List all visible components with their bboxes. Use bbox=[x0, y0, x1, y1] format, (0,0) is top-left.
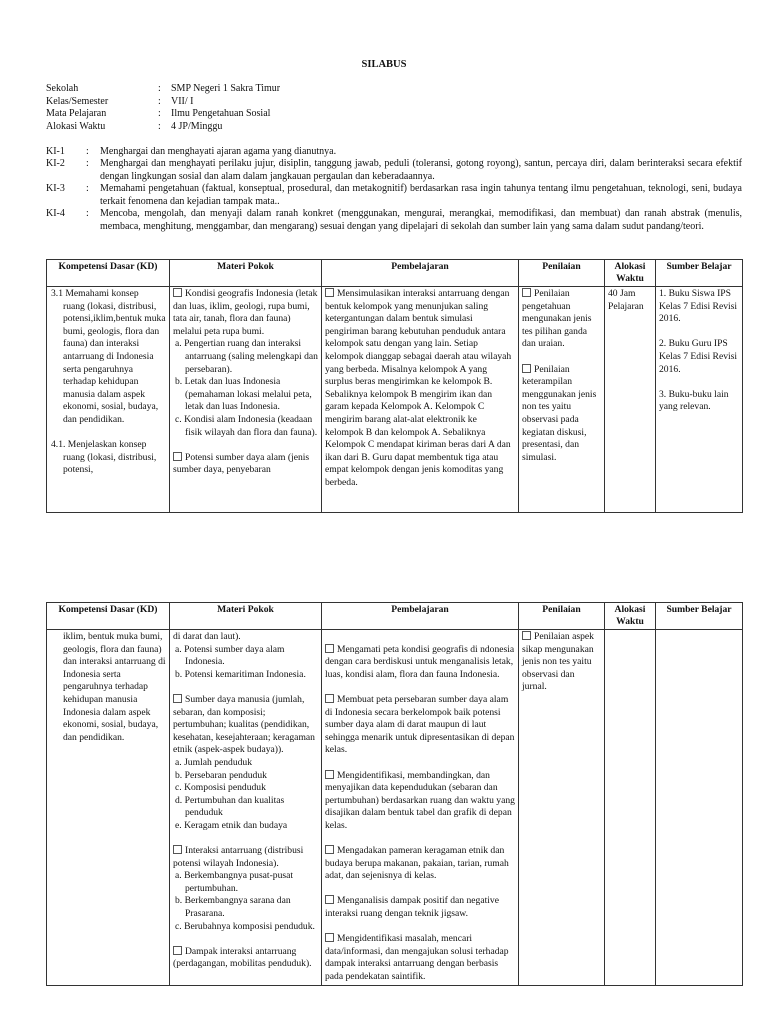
penilaian-keterampilan: Penilaian keterampilan menggunakan jenis non tes yaitu observasi pada kegiatan diskusi, presentasi, dan simulasi. bbox=[522, 363, 597, 463]
pembelajaran-item: Membuat peta persebaran sumber daya alam di Indonesia secara berkelompok baik potensi sumber daya alam di darat maupun di laut sehingga menarik untuk dipresentasikan di depan kelas. bbox=[325, 693, 515, 756]
pembelajaran-text: Mensimulasikan interaksi antarruang dengan bentuk kelompok yang menunjukan saling ketergantungan dalam bentuk simulasi pengiriman barang kebutuhan penduduk antara kelompok satu dengan yang lain. Setiap kelompok dianggap sebagai daerah atau wilayah yang berbeda. Misalnya kelompok A yang surplus beras mengirimkan ke kelompok B. Sebaliknya kelompok B mengirim ikan dan garam kepada Kelompok A. Kelompok C mengirim barang alat-alat elektronik ke kelompok B dan kelompok A. Sebaliknya Kelompok C mendapat kiriman beras dari A dan ikan dari B. Guru dapat membentuk tiga atau empat kelompok dengan jenis komoditas yang berbeda. bbox=[325, 288, 512, 488]
header-pembelajaran: Pembelajaran bbox=[322, 603, 519, 630]
list-item: c. Kondisi alam Indonesia (keadaan fisik wilayah dan flora dan fauna). bbox=[175, 413, 318, 438]
identity-value: SMP Negeri 1 Sakra Timur bbox=[171, 83, 281, 94]
alokasi-cell: 40 Jam Pelajaran bbox=[605, 287, 656, 513]
pembelajaran-item: Menganalisis dampak positif dan negative interaksi ruang dengan teknik jigsaw. bbox=[325, 895, 499, 920]
list-item: b. Persebaran penduduk bbox=[175, 769, 267, 781]
materi-intro: Kondisi geografis Indonesia (letak dan luas, iklim, geologi, rupa bumi, tata air, tanah, flora dan fauna) melalui peta rupa bumi. bbox=[173, 288, 318, 337]
header-penilaian: Penilaian bbox=[519, 603, 605, 630]
materi-dampak: Dampak interaksi antarruang (perdagangan, mobilitas penduduk). bbox=[173, 945, 312, 970]
list-item: b. Letak dan luas Indonesia (pemahaman lokasi melalui peta, letak dan luas Indonesia. bbox=[175, 376, 312, 413]
ki-3: KI-3 : Memahami pengetahuan (faktual, konseptual, prosedural, dan metakognitif) berdasarkan rasa ingin tahunya tentang ilmu pengetahuan, teknologi, seni, budaya terkait fenomena dan kejadian tampak mata.. bbox=[46, 183, 742, 207]
identity-label: Mata Pelajaran bbox=[46, 108, 107, 119]
list-item: d. Pertumbuhan dan kualitas penduduk bbox=[175, 794, 285, 819]
penilaian-pengetahuan: Penilaian pengetahuan mengunakan jenis tes pilihan ganda dan uraian. bbox=[522, 288, 592, 350]
ki-text: Menghargai dan menghayati perilaku jujur, disiplin, tanggung jawab, peduli (toleransi, gotong royong), santun, percaya diri, dalam berinteraksi secara efektif dengan lingkungan sosial dan alam dalam jangkauan pergaulan dan keberadaannya. bbox=[100, 158, 742, 182]
checkbox-icon bbox=[325, 845, 334, 854]
identity-block bbox=[46, 83, 280, 133]
ki-text: Mencoba, mengolah, dan menyaji dalam ranah konkret (menggunakan, mengurai, merangkai, memodifikasi, dan membuat) dan ranah abstrak (menulis, membaca, menghitung, menggambar, dan mengarang) sesuai dengan yang dipelajari di sekolah dan sumber lain yang sama dalam sudut pandang/teori. bbox=[100, 208, 742, 232]
list-item: b. Berkembangnya sarana dan Prasarana. bbox=[175, 895, 291, 920]
checkbox-icon bbox=[522, 364, 531, 373]
materi-interaksi: Interaksi antarruang (distribusi potensi wilayah Indonesia). bbox=[173, 845, 304, 869]
pembelajaran-item: Mengidentifikasi masalah, mencari data/informasi, dan mengajukan solusi terhadap dampak interaksi antarruang dengan berbasis pada pendekatan saintifik. bbox=[325, 933, 509, 983]
ki-code: KI-4 bbox=[46, 208, 65, 219]
materi-cell bbox=[170, 630, 322, 986]
list-item: c. Komposisi penduduk bbox=[175, 782, 266, 794]
checkbox-icon bbox=[325, 933, 334, 942]
ki-code: KI-1 bbox=[46, 146, 65, 157]
checkbox-icon bbox=[325, 895, 334, 904]
checkbox-icon bbox=[325, 288, 334, 297]
table-header-row bbox=[47, 603, 743, 630]
checkbox-icon bbox=[173, 288, 182, 297]
sumber-item: 2. Buku Guru IPS Kelas 7 Edisi Revisi 2016. bbox=[659, 338, 738, 375]
list-item: a. Berkembangnya pusat-pusat pertumbuhan. bbox=[175, 870, 294, 894]
materi-cont: di darat dan laut). bbox=[173, 631, 241, 642]
header-sumber: Sumber Belajar bbox=[656, 603, 743, 630]
identity-label: Sekolah bbox=[46, 83, 79, 94]
checkbox-icon bbox=[173, 845, 182, 854]
silabus-table-page-1 bbox=[46, 259, 743, 513]
silabus-table-page-2 bbox=[46, 602, 743, 986]
list-item: e. Keragam etnik dan budaya bbox=[175, 819, 288, 831]
kd-41-body: ruang (lokasi, distribusi, potensi, bbox=[63, 451, 157, 476]
checkbox-icon bbox=[173, 452, 182, 461]
sumber-cell bbox=[656, 287, 743, 513]
ki-2: KI-2 : Menghargai dan menghayati perilaku jujur, disiplin, tanggung jawab, peduli (toleransi, gotong royong), santun, percaya diri, dalam berinteraksi secara efektif dengan lingkungan sosial dan alam dalam jangkauan pergaulan dan keberadaannya. bbox=[46, 158, 742, 182]
kd-41-head: 4.1. Menjelaskan konsep bbox=[51, 439, 147, 451]
identity-row: Alokasi Waktu : 4 JP/Minggu bbox=[46, 120, 223, 132]
ki-4: KI-4 : Mencoba, mengolah, dan menyaji dalam ranah konkret (menggunakan, mengurai, merangkai, memodifikasi, dan membuat) dan ranah abstrak (menulis, membaca, menghitung, menggambar, dan mengarang) sesuai dengan yang dipelajari di sekolah dan sumber lain yang sama dalam sudut pandang/teori. bbox=[46, 208, 742, 232]
sumber-cell bbox=[656, 630, 743, 986]
alokasi-cell bbox=[605, 630, 656, 986]
pembelajaran-cell bbox=[322, 630, 519, 986]
identity-row: Sekolah : SMP Negeri 1 Sakra Timur bbox=[46, 83, 281, 94]
list-item: c. Berubahnya komposisi penduduk. bbox=[175, 920, 315, 932]
page-gap bbox=[0, 540, 768, 578]
header-alokasi: Alokasi Waktu bbox=[605, 260, 656, 287]
header-pembelajaran: Pembelajaran bbox=[322, 260, 519, 287]
checkbox-icon bbox=[325, 770, 334, 779]
header-kd: Kompetensi Dasar (KD) bbox=[47, 603, 170, 630]
checkbox-icon bbox=[325, 644, 334, 653]
header-sumber: Sumber Belajar bbox=[656, 260, 743, 287]
list-item: a. Potensi sumber daya alam Indonesia. bbox=[175, 643, 285, 668]
ki-1: KI-1 : Menghargai dan menghayati ajaran agama yang dianutnya. bbox=[46, 146, 742, 159]
table-row bbox=[47, 630, 743, 986]
list-item: a. Jumlah penduduk bbox=[175, 756, 253, 768]
ki-text: Menghargai dan menghayati ajaran agama yang dianutnya. bbox=[100, 146, 337, 157]
kd-31-body: ruang (lokasi, distribusi, potensi,iklim,bentuk muka bumi, geologis, flora dan fauna) dan interaksi antarruang di Indonesia serta pengaruhnya terhadap kehidupan manusia dalam aspek ekonomi, sosial, budaya, dan pendidikan. bbox=[63, 300, 166, 425]
identity-value: Ilmu Pengetahuan Sosial bbox=[171, 108, 271, 119]
materi-cell bbox=[170, 287, 322, 513]
silabus-page-2 bbox=[0, 578, 768, 1024]
header-kd: Kompetensi Dasar (KD) bbox=[47, 260, 170, 287]
identity-row: Kelas/Semester : VII/ I bbox=[46, 95, 194, 107]
kd-body: iklim, bentuk muka bumi, geologis, flora dan fauna) dan interaksi antarruang di Indonesia serta pengaruhnya terhadap kehidupan manusia Indonesia dalam aspek ekonomi, sosial, budaya, dan pendidikan. bbox=[63, 631, 166, 743]
pembelajaran-item: Mengadakan pameran keragaman etnik dan budaya berupa makanan, pakaian, tarian, rumah adat, dan sejenisnya di kelas. bbox=[325, 845, 509, 882]
pembelajaran-item: Mengamati peta kondisi geografis di ndonesia dengan cara berdiskusi untuk menganalisis letak, luas, kondisi alam, flora dan fauna Indonesia. bbox=[325, 643, 515, 680]
kd-cell bbox=[47, 630, 170, 986]
table-header-row bbox=[47, 260, 743, 287]
document-title: SILABUS bbox=[361, 59, 407, 70]
identity-value: VII/ I bbox=[171, 95, 194, 107]
ki-code: KI-3 bbox=[46, 183, 65, 194]
list-item: a. Pengertian ruang dan interaksi antarruang (saling melengkapi dan persebaran). bbox=[175, 338, 318, 375]
list-item: b. Potensi kemaritiman Indonesia. bbox=[175, 668, 306, 680]
sumber-item: 1. Buku Siswa IPS Kelas 7 Edisi Revisi 2016. bbox=[659, 288, 738, 325]
ki-text: Memahami pengetahuan (faktual, konseptual, prosedural, dan metakognitif) berdasarkan rasa ingin tahunya tentang ilmu pengetahuan, teknologi, seni, budaya terkait fenomena dan kejadian tampak mata.. bbox=[100, 183, 742, 207]
kd-31-head: 3.1 Memahami konsep bbox=[51, 288, 139, 299]
ki-code: KI-2 bbox=[46, 158, 65, 169]
penilaian-sikap: Penilaian aspek sikap mengunakan jenis non tes yaitu observasi dan jurnal. bbox=[522, 631, 594, 693]
checkbox-icon bbox=[325, 694, 334, 703]
materi-sdm: Sumber daya manusia (jumlah, sebaran, dan komposisi; pertumbuhan; kualitas (pendidikan, kesehatan, kesejahteraan; keragaman etnik (aspek-aspek budaya)). bbox=[173, 693, 315, 756]
identity-label: Kelas/Semester bbox=[46, 95, 109, 107]
penilaian-cell bbox=[519, 287, 605, 513]
checkbox-icon bbox=[522, 288, 531, 297]
materi-potensi: Potensi sumber daya alam (jenis sumber daya, penyebaran bbox=[173, 451, 310, 476]
pembelajaran-cell bbox=[322, 287, 519, 513]
header-penilaian: Penilaian bbox=[519, 260, 605, 287]
penilaian-cell bbox=[519, 630, 605, 986]
kd-cell bbox=[47, 287, 170, 513]
sumber-item: 3. Buku-buku lain yang relevan. bbox=[659, 388, 729, 413]
identity-label: Alokasi Waktu bbox=[46, 120, 106, 132]
identity-value: 4 JP/Minggu bbox=[171, 120, 223, 132]
checkbox-icon bbox=[173, 946, 182, 955]
header-materi: Materi Pokok bbox=[170, 260, 322, 287]
identity-row: Mata Pelajaran : Ilmu Pengetahuan Sosial bbox=[46, 108, 271, 119]
checkbox-icon bbox=[173, 694, 182, 703]
header-materi: Materi Pokok bbox=[170, 603, 322, 630]
pembelajaran-item: Mengidentifikasi, membandingkan, dan menyajikan data kependudukan (sebaran dan pertumbuhan) berdasarkan ruang dan waktu yang disajikan dalam bentuk tabel dan grafik di depan kelas. bbox=[325, 769, 515, 831]
checkbox-icon bbox=[522, 631, 531, 640]
table-row bbox=[47, 287, 743, 513]
header-alokasi: Alokasi Waktu bbox=[605, 603, 656, 630]
